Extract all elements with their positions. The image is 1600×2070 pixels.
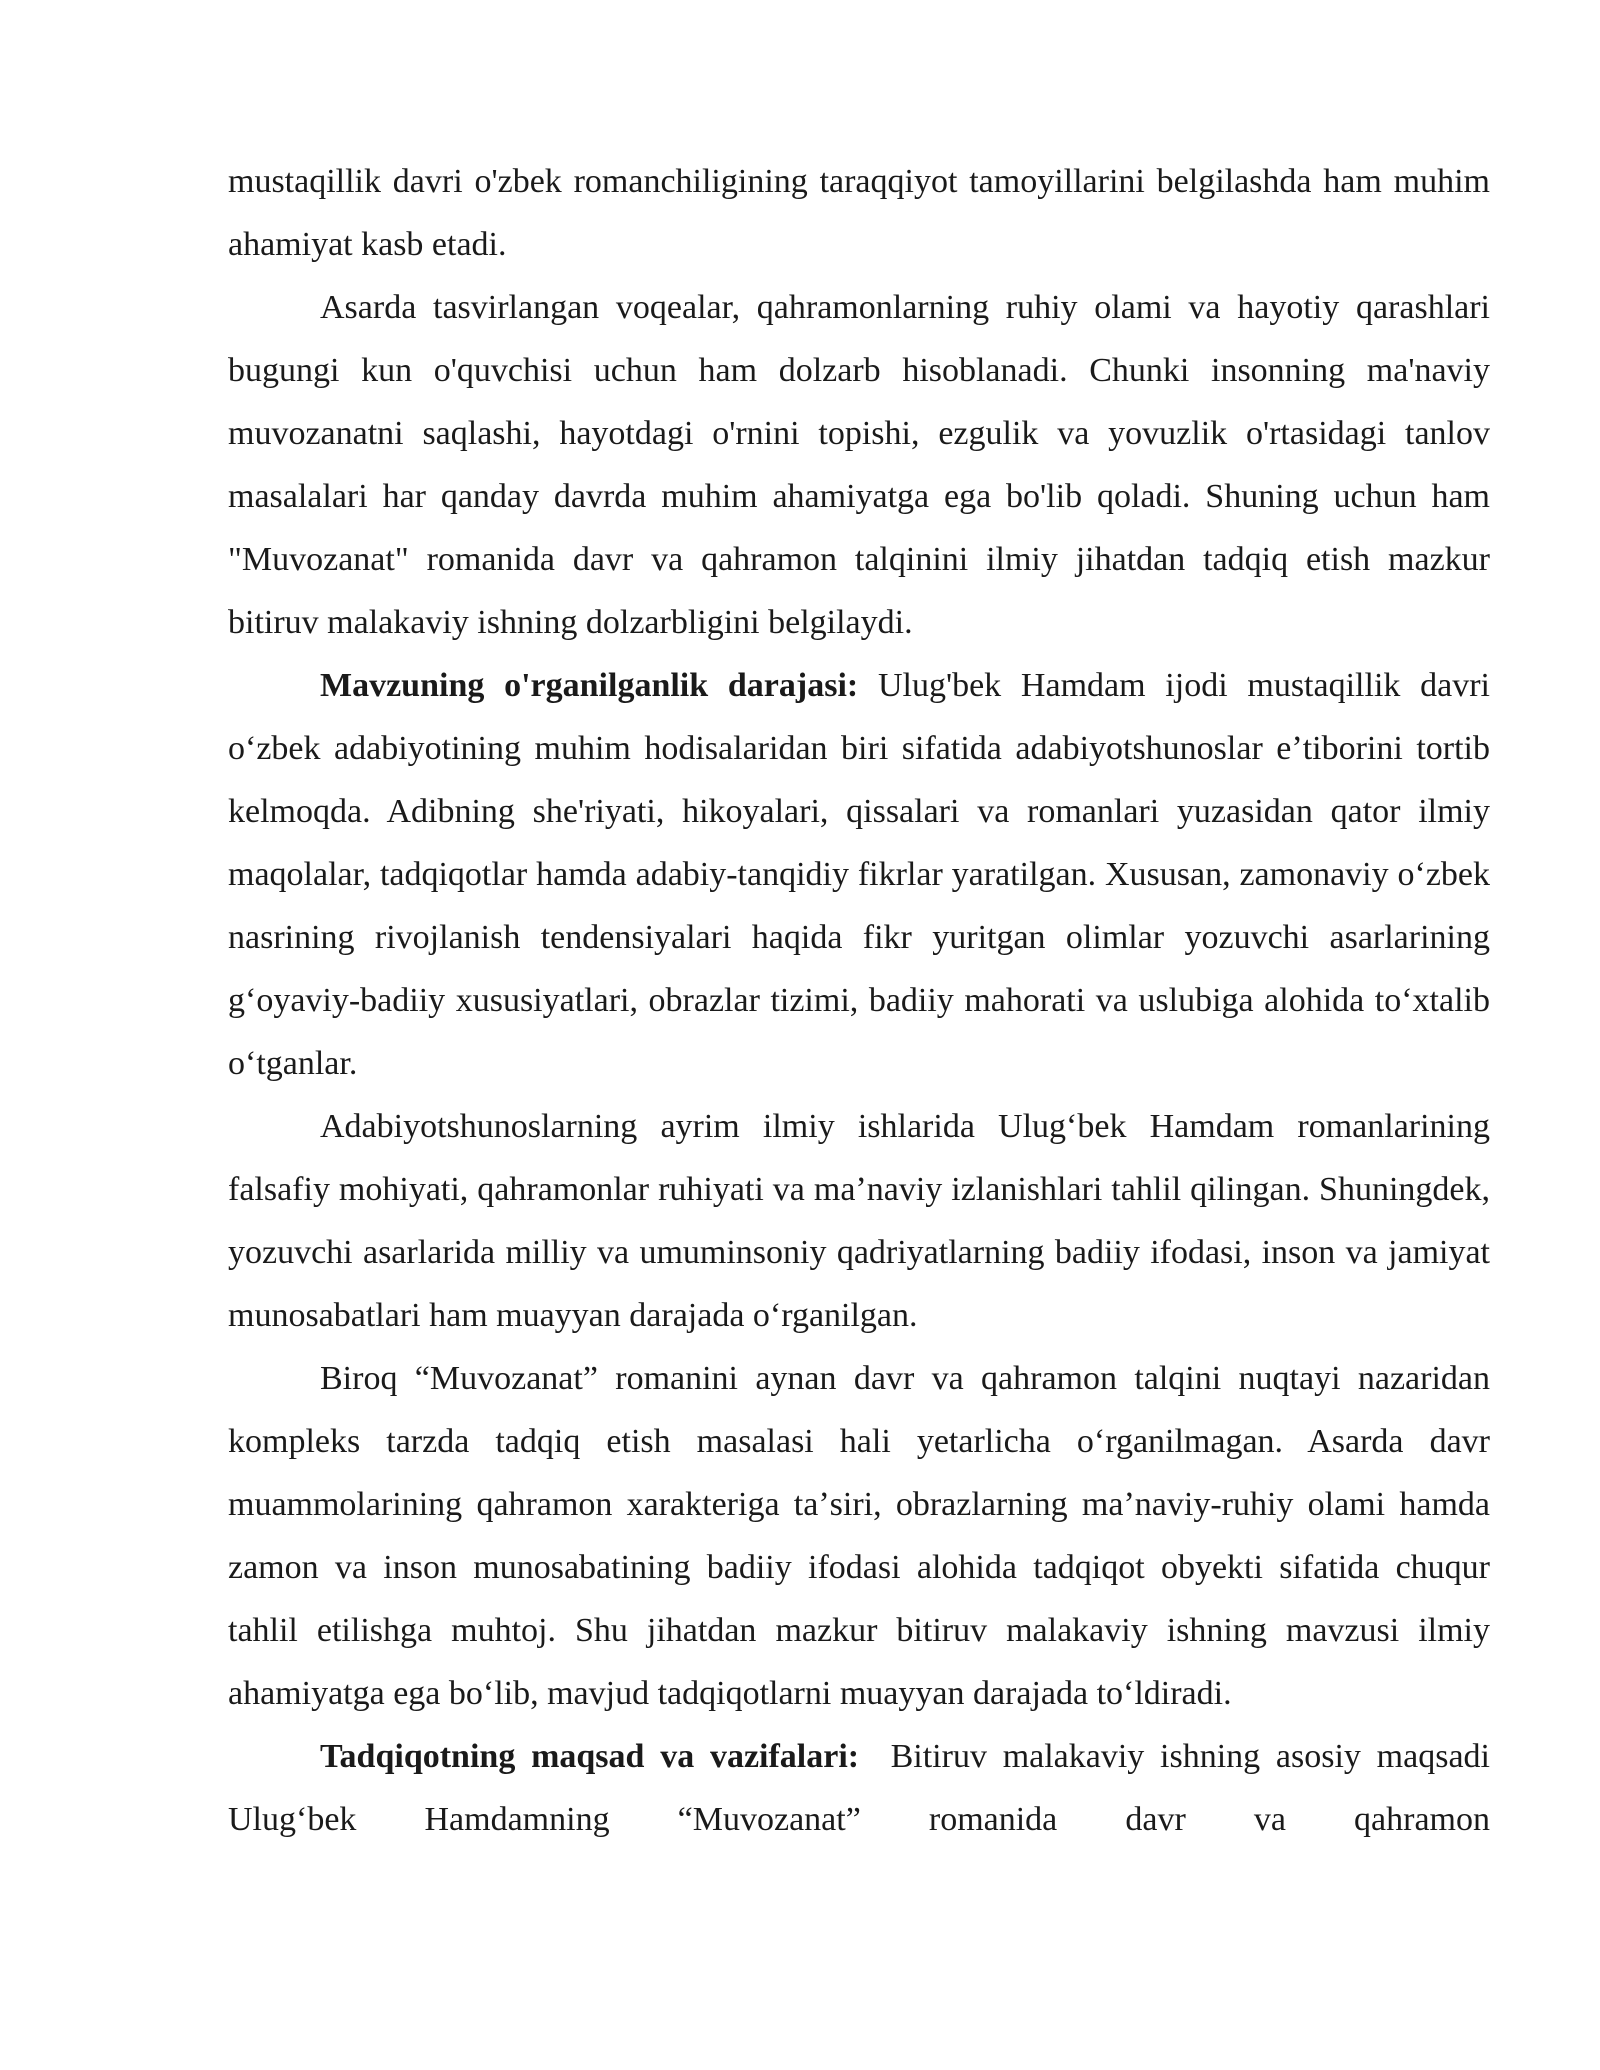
paragraph-goals — [228, 1725, 1499, 1851]
paragraph-text: Ulug'bek Hamdam ijodi mustaqillik davri oʻzbek adabiyotining muhim hodisalaridan biri sifatida adabiyotshunoslar eʼtiborini tortib kelmoqda. Adibning she'riyati, hikoyalari, qissalari va romanlari yuzasidan qator ilmiy maqolalar, tadqiqotlar hamda adabiy-tanqidiy fikrlar yaratilgan. Xususan, zamonaviy oʻzbek nasrining rivojlanish tendensiyalari haqida fikr yuritgan olimlar yozuvchi asarlarining gʻoyaviy-badiiy xususiyatlari, obrazlar tizimi, badiiy mahorati va uslubiga alohida toʻxtalib oʻtganlar. — [228, 667, 1490, 1082]
paragraph-relevance — [228, 276, 1490, 654]
document-page — [228, 150, 1499, 1851]
paragraph-text: mustaqillik davri o'zbek romanchiligining taraqqiyot tamoyillarini belgilashda ham muhim ahamiyat kasb etadi. — [228, 163, 1490, 263]
paragraph-study-degree — [228, 654, 1490, 1095]
paragraph-research-works — [228, 1095, 1490, 1347]
paragraph-research-gap — [228, 1347, 1490, 1725]
paragraph-text: Asarda tasvirlangan voqealar, qahramonlarning ruhiy olami va hayotiy qarashlari bugungi kun o'quvchisi uchun ham dolzarb hisoblanadi. Chunki insonning ma'naviy muvozanatni saqlashi, hayotdagi o'rnini topishi, ezgulik va yovuzlik o'rtasidagi tanlov masalalari har qanday davrda muhim ahamiyatga ega bo'lib qoladi. Shuning uchun ham "Muvozanat" romanida davr va qahramon talqinini ilmiy jihatdan tadqiq etish mazkur bitiruv malakaviy ishning dolzarbligini belgilaydi. — [228, 289, 1490, 641]
paragraph-intro-continuation — [228, 150, 1490, 276]
section-heading-goals: Tadqiqotning maqsad va vazifalari: — [320, 1738, 860, 1775]
paragraph-text: Adabiyotshunoslarning ayrim ilmiy ishlarida Ulugʻbek Hamdam romanlarining falsafiy mohiyati, qahramonlar ruhiyati va maʼnaviy izlanishlari tahlil qilingan. Shuningdek, yozuvchi asarlarida milliy va umuminsoniy qadriyatlarning badiiy ifodasi, inson va jamiyat munosabatlari ham muayyan darajada oʻrganilgan. — [228, 1108, 1490, 1334]
section-heading-study-degree: Mavzuning o'rganilganlik darajasi: — [320, 667, 859, 704]
paragraph-text: Bitiruv malakaviy ishning asosiy maqsadi Ulugʻbek Hamdamning “Muvozanat” romanida davr va qahramon — [228, 1738, 1499, 1838]
paragraph-text: Biroq “Muvozanat” romanini aynan davr va qahramon talqini nuqtayi nazaridan kompleks tarzda tadqiq etish masalasi hali yetarlicha oʻrganilmagan. Asarda davr muammolarining qahramon xarakteriga taʼsiri, obrazlarning maʼnaviy-ruhiy olami hamda zamon va inson munosabatining badiiy ifodasi alohida tadqiqot obyekti sifatida chuqur tahlil etilishga muhtoj. Shu jihatdan mazkur bitiruv malakaviy ishning mavzusi ilmiy ahamiyatga ega boʻlib, mavjud tadqiqotlarni muayyan darajada toʻldiradi. — [228, 1360, 1490, 1712]
